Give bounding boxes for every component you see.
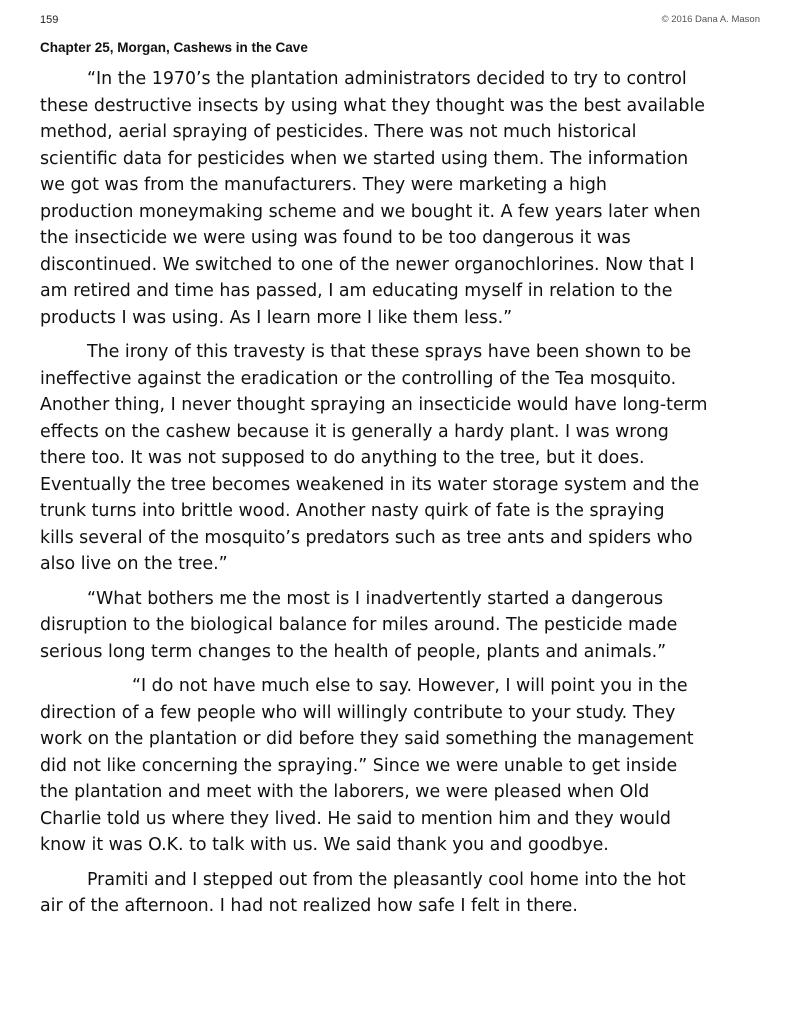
text-line: am retired and time has passed, I am educating myself in relation to the bbox=[40, 281, 673, 301]
text-line: Pramiti and I stepped out from the pleasantly cool home into the hot bbox=[87, 869, 686, 890]
text-line: kills several of the mosquito’s predators such as tree ants and spiders who bbox=[40, 527, 693, 548]
text-line: serious long term changes to the health of people, plants and animals.” bbox=[40, 641, 667, 662]
text-line: effects on the cashew because it is generally a hardy plant. I was wrong bbox=[40, 421, 669, 442]
text-line: the insecticide we were using was found to be too dangerous it was bbox=[40, 228, 631, 248]
text-line: direction of a few people who will willingly contribute to your study. They bbox=[40, 702, 676, 723]
paragraph-5 bbox=[40, 867, 762, 920]
text-line: these destructive insects by using what they thought was the best available bbox=[40, 95, 705, 116]
text-line: work on the plantation or did before they said something the management bbox=[40, 729, 694, 749]
text-line: Another thing, I never thought spraying an insecticide would have long-term bbox=[40, 395, 708, 415]
body-text bbox=[40, 66, 762, 928]
text-line: there too. It was not supposed to do anything to the tree, but it does. bbox=[40, 448, 645, 468]
text-line: know it was O.K. to talk with us. We said thank you and goodbye. bbox=[40, 835, 609, 855]
text-line: “In the 1970’s the plantation administrators decided to try to control bbox=[87, 69, 687, 89]
text-line: “What bothers me the most is I inadvertently started a dangerous bbox=[87, 588, 664, 609]
text-line: scientific data for pesticides when we started using them. The information bbox=[40, 148, 689, 169]
text-line: we got was from the manufacturers. They were marketing a high bbox=[40, 175, 607, 195]
text-line: Charlie told us where they lived. He said to mention him and they would bbox=[40, 808, 671, 829]
text-line: discontinued. We switched to one of the newer organochlorines. Now that I bbox=[40, 254, 695, 275]
text-line: ineffective against the eradication or the controlling of the Tea mosquito. bbox=[40, 368, 677, 389]
text-line: also live on the tree.” bbox=[40, 554, 228, 574]
text-line: “I do not have much else to say. However, I will point you in the bbox=[132, 676, 688, 696]
text-line: did not like concerning the spraying.” Since we were unable to get inside bbox=[40, 755, 678, 776]
text-line: disruption to the biological balance for miles around. The pesticide made bbox=[40, 615, 678, 635]
text-line: Eventually the tree becomes weakened in its water storage system and the bbox=[40, 474, 700, 495]
page-number: 159 bbox=[40, 14, 59, 26]
text-line: products I was using. As I learn more I like them less.” bbox=[40, 307, 513, 328]
paragraph-4 bbox=[40, 673, 762, 859]
text-line: trunk turns into brittle wood. Another nasty quirk of fate is the spraying bbox=[40, 501, 665, 521]
copyright-notice: © 2016 Dana A. Mason bbox=[661, 14, 760, 25]
paragraph-3 bbox=[40, 586, 762, 666]
text-line: The irony of this travesty is that these sprays have been shown to be bbox=[87, 342, 692, 362]
text-line: the plantation and meet with the laborers, we were pleased when Old bbox=[40, 782, 650, 802]
paragraph-1 bbox=[40, 66, 762, 331]
text-line: method, aerial spraying of pesticides. There was not much historical bbox=[40, 122, 637, 142]
text-line: air of the afternoon. I had not realized how safe I felt in there. bbox=[40, 896, 578, 916]
text-line: production moneymaking scheme and we bought it. A few years later when bbox=[40, 201, 701, 222]
paragraph-2 bbox=[40, 339, 762, 578]
chapter-title: Chapter 25, Morgan, Cashews in the Cave bbox=[40, 40, 308, 55]
